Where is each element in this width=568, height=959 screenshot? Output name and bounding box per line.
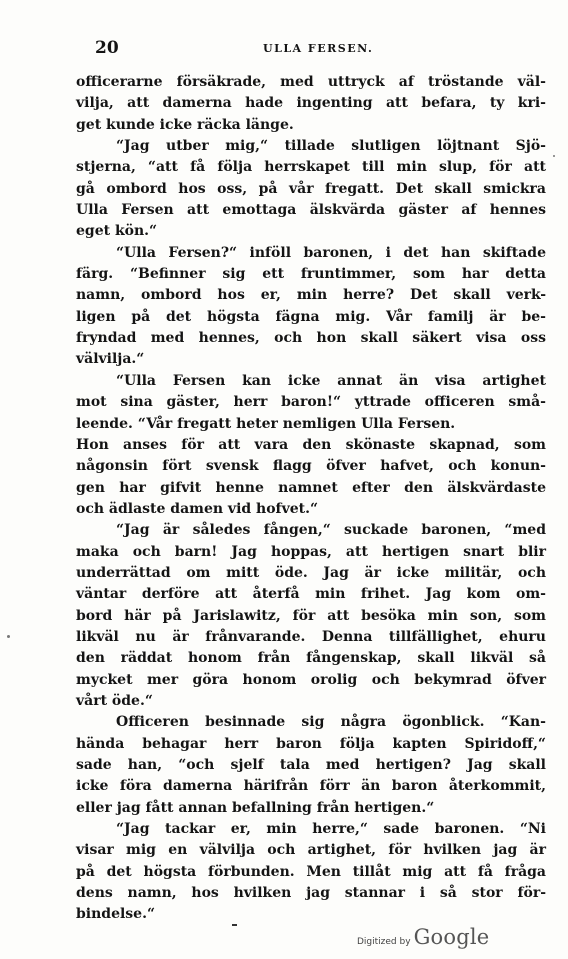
scan-speck: [553, 155, 555, 157]
text-line: och ädlaste damen vid hofvet.“: [76, 500, 319, 517]
text-line: välvilja.“: [76, 351, 145, 368]
text-line: dens namn, hos hvilken jag stannar i så stor för-: [76, 885, 546, 902]
text-line: sade han, “och sjelf tala med hertigen? Jag skall: [76, 757, 546, 773]
text-line: icke föra damerna härifrån förr än baron återkommit,: [76, 778, 546, 795]
text-line: eget kön.“: [76, 223, 158, 240]
google-logo: Google: [413, 925, 490, 949]
text-line: “Jag utber mig,“ tillade slutligen löjtnant Sjö-: [116, 138, 546, 155]
text-line: den räddat honom från fångenskap, skall likväl så: [76, 650, 546, 667]
page-number: 20: [95, 38, 119, 58]
text-line: “Jag är således fången,“ suckade baronen, “med: [116, 522, 546, 539]
text-line: visar mig en välvilja och artighet, för hvilken jag är: [76, 842, 546, 859]
text-line: på det högsta förbunden. Men tillåt mig att få fråga: [76, 863, 546, 880]
text-line: gå ombord hos oss, på vår fregatt. Det skall smickra: [76, 180, 546, 197]
text-line: mycket mer göra honom orolig och bekymrad öfver: [76, 671, 546, 688]
text-line: “Ulla Fersen?“ inföll baronen, i det han skiftade: [116, 244, 546, 261]
text-line: någonsin fört svensk flagg öfver hafvet, och konun-: [76, 458, 546, 475]
text-line: leende. “Vår fregatt heter nemligen Ulla Fersen.: [76, 415, 456, 432]
text-line: stjerna, “att få följa herrskapet till min slup, för att: [76, 159, 546, 176]
running-title: ULLA FERSEN.: [263, 42, 374, 55]
text-line: underrättad om mitt öde. Jag är icke militär, och: [76, 564, 546, 581]
body-text: [76, 72, 546, 926]
text-line: “Ulla Fersen kan icke annat än visa artighet: [116, 372, 546, 389]
text-line: “Jag tackar er, min herre,“ sade baronen. “Ni: [116, 821, 546, 838]
text-line: vilja, att damerna hade ingenting att befara, ty kri-: [76, 95, 546, 112]
text-line: eller jag fått annan befallning från hertigen.“: [76, 799, 435, 816]
text-line: bindelse.“: [76, 906, 156, 923]
text-line: ligen på det högsta fägna mig. Vår familj är be-: [76, 308, 546, 325]
text-line: Hon anses för att vara den skönaste skapnad, som: [76, 436, 546, 453]
text-line: likväl nu är frånvarande. Denna tillfällighet, ehuru: [76, 628, 546, 645]
text-line: mot sina gäster, herr baron!“ yttrade officeren små-: [76, 394, 546, 411]
page-header: [95, 38, 528, 60]
text-line: vårt öde.“: [76, 692, 153, 709]
text-line: maka och barn! Jag hoppas, att hertigen snart blir: [76, 543, 546, 560]
text-line: namn, ombord hos er, min herre? Det skall verk-: [76, 287, 546, 304]
scan-speck: [7, 635, 10, 638]
digitized-by-google-watermark: [357, 925, 489, 949]
text-line: officerarne försäkrade, med uttryck af tröstande väl-: [76, 74, 546, 90]
text-line: bord här på Jarislawitz, för att besöka min son, som: [76, 607, 546, 624]
text-line: Ulla Fersen att emottaga älskvärda gäster af hennes: [76, 202, 546, 219]
text-line: fryndad med hennes, och hon skall säkert visa oss: [76, 330, 546, 347]
text-line: färg. “Befinner sig ett fruntimmer, som har detta: [76, 266, 546, 283]
footer-dash: [232, 924, 237, 926]
text-line: Officeren besinnade sig några ögonblick. “Kan-: [116, 714, 546, 731]
text-line: get kunde icke räcka länge.: [76, 116, 294, 133]
text-line: gen har gifvit henne namnet efter den älskvärdaste: [76, 479, 546, 496]
text-line: hända behagar herr baron följa kapten Spiridoff,“: [76, 735, 546, 752]
digitized-by-label: Digitized by: [357, 937, 411, 947]
text-line: väntar derföre att återfå min frihet. Jag kom om-: [76, 586, 546, 603]
